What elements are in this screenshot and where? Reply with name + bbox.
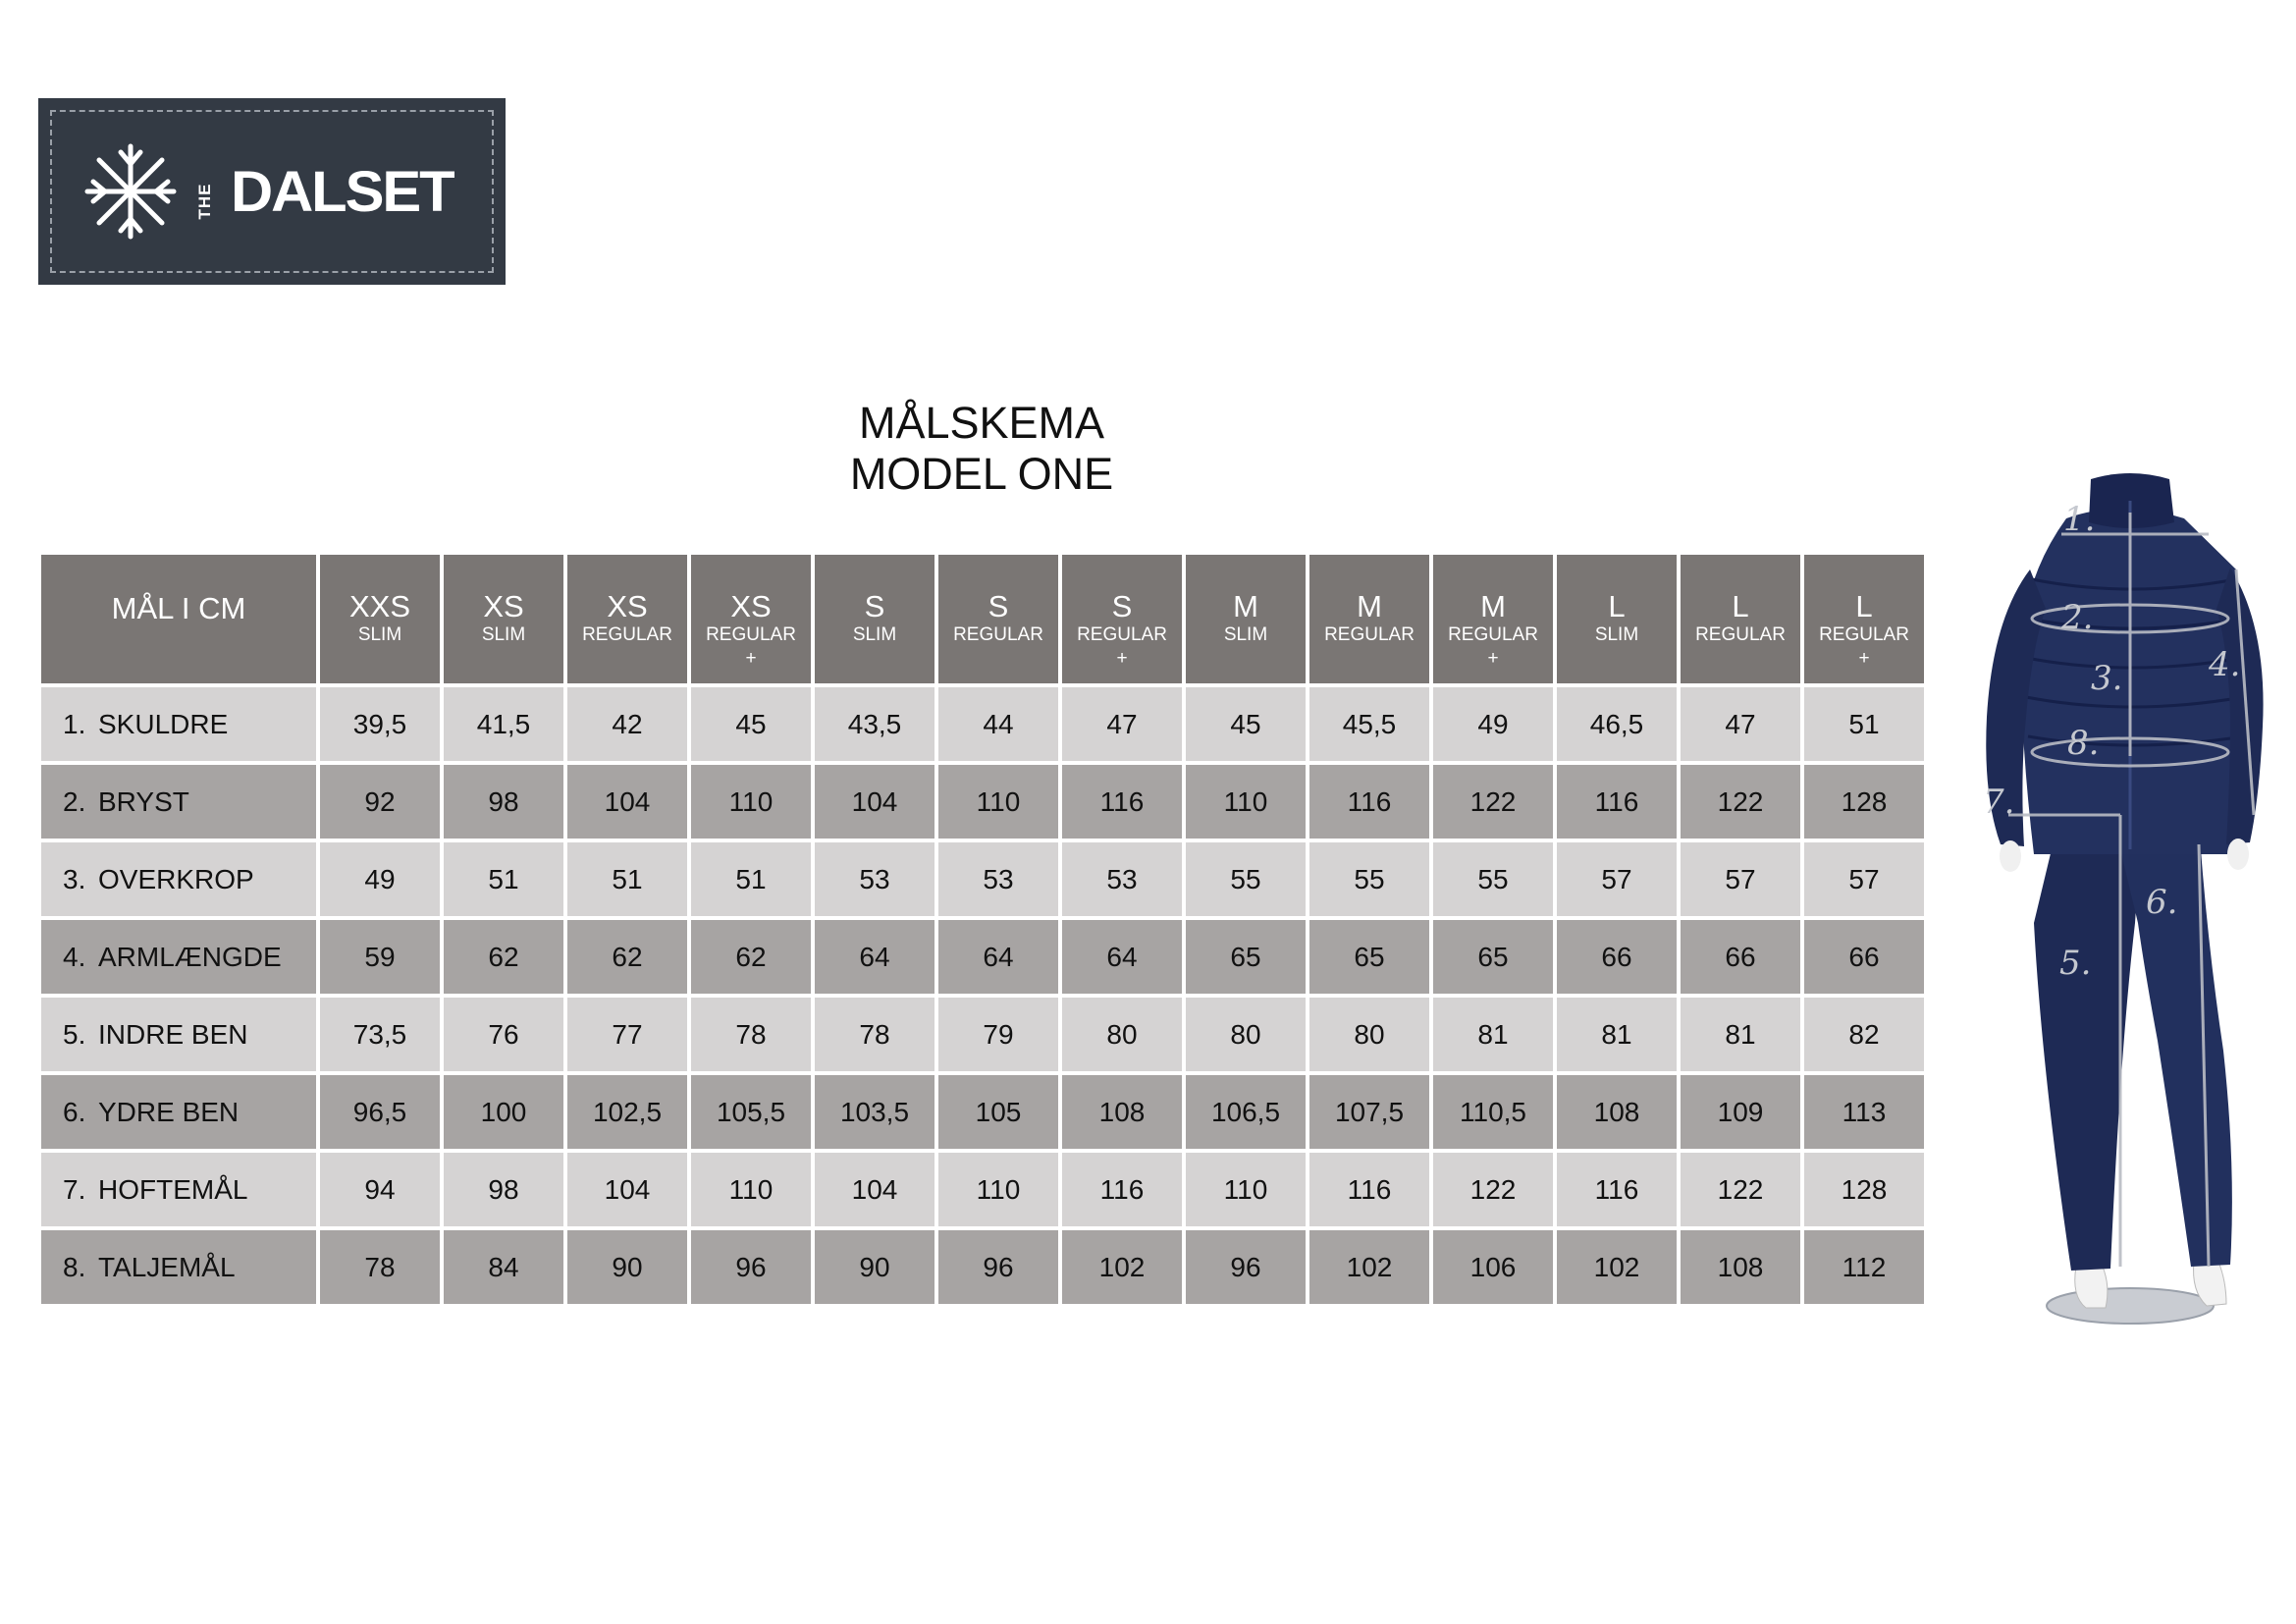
measurement-label	[41, 1153, 316, 1226]
table-cell: 55	[1186, 842, 1306, 916]
table-cell: 94	[320, 1153, 440, 1226]
size-label: XS	[607, 589, 648, 623]
table-row	[41, 1153, 1924, 1226]
table-cell: 110	[938, 1153, 1058, 1226]
table-row	[41, 1230, 1924, 1304]
table-cell: 116	[1062, 765, 1182, 839]
table-cell: 108	[1557, 1075, 1677, 1149]
table-cell: 45	[1186, 687, 1306, 761]
table-cell: 110	[1186, 1153, 1306, 1226]
table-cell: 105,5	[691, 1075, 811, 1149]
table-cell: 49	[1433, 687, 1553, 761]
size-header-8	[1309, 555, 1429, 683]
table-cell: 84	[444, 1230, 563, 1304]
marker-7: 7.	[1983, 783, 2015, 822]
table-cell: 65	[1186, 920, 1306, 994]
table-cell: 82	[1804, 998, 1924, 1071]
table-cell: 53	[938, 842, 1058, 916]
table-cell: 104	[815, 1153, 934, 1226]
table-cell: 96	[1186, 1230, 1306, 1304]
table-cell: 44	[938, 687, 1058, 761]
snowflake-icon	[80, 142, 182, 241]
size-label: XS	[730, 589, 772, 623]
size-header-11	[1681, 555, 1800, 683]
title-line-2: MODEL ONE	[849, 449, 1114, 499]
table-cell: 116	[1557, 765, 1677, 839]
table-cell: 110	[691, 765, 811, 839]
fit-label: SLIM	[481, 624, 526, 645]
table-cell: 112	[1804, 1230, 1924, 1304]
table-cell: 46,5	[1557, 687, 1677, 761]
table-cell: 128	[1804, 765, 1924, 839]
fit-extra: +	[745, 648, 757, 669]
table-row	[41, 998, 1924, 1071]
size-header-10	[1557, 555, 1677, 683]
size-label: M	[1357, 589, 1382, 623]
fit-label: SLIM	[852, 624, 897, 645]
page-title	[746, 398, 1217, 500]
hand-right	[2227, 839, 2249, 870]
measurement-label	[41, 998, 316, 1071]
table-cell: 57	[1804, 842, 1924, 916]
measurement-name: YDRE BEN	[98, 1096, 240, 1127]
table-row	[41, 920, 1924, 994]
marker-2: 2.	[2061, 598, 2094, 637]
size-label: L	[1855, 589, 1873, 623]
size-label: M	[1480, 589, 1506, 623]
measurement-label	[41, 765, 316, 839]
table-row	[41, 687, 1924, 761]
table-cell: 47	[1681, 687, 1800, 761]
size-header-1	[444, 555, 563, 683]
table-cell: 76	[444, 998, 563, 1071]
measurement-number: 4.	[63, 941, 86, 972]
table-cell: 41,5	[444, 687, 563, 761]
measurement-name: TALJEMÅL	[98, 1251, 236, 1282]
header-label: MÅL I CM	[41, 555, 316, 683]
size-header-7	[1186, 555, 1306, 683]
table-cell: 57	[1681, 842, 1800, 916]
table-cell: 122	[1681, 1153, 1800, 1226]
table-cell: 107,5	[1309, 1075, 1429, 1149]
table-row	[41, 765, 1924, 839]
table-cell: 92	[320, 765, 440, 839]
table-cell: 96	[938, 1230, 1058, 1304]
fit-extra: +	[1487, 648, 1499, 669]
table-cell: 42	[567, 687, 687, 761]
table-cell: 47	[1062, 687, 1182, 761]
table-cell: 110,5	[1433, 1075, 1553, 1149]
measurement-name: INDRE BEN	[98, 1018, 248, 1050]
table-cell: 90	[815, 1230, 934, 1304]
table-cell: 96	[691, 1230, 811, 1304]
table-cell: 51	[1804, 687, 1924, 761]
table-cell: 64	[815, 920, 934, 994]
table-cell: 51	[444, 842, 563, 916]
table-cell: 110	[1186, 765, 1306, 839]
table-cell: 64	[938, 920, 1058, 994]
marker-6: 6.	[2146, 883, 2178, 922]
table-cell: 59	[320, 920, 440, 994]
table-cell: 39,5	[320, 687, 440, 761]
table-cell: 106,5	[1186, 1075, 1306, 1149]
fit-extra: +	[1116, 648, 1128, 669]
jumpsuit-measurement-image	[1973, 461, 2268, 1345]
table-cell: 110	[938, 765, 1058, 839]
table-row	[41, 842, 1924, 916]
table-cell: 98	[444, 765, 563, 839]
table-cell: 106	[1433, 1230, 1553, 1304]
table-cell: 43,5	[815, 687, 934, 761]
table-cell: 65	[1433, 920, 1553, 994]
table-body	[41, 687, 1924, 1304]
table-cell: 66	[1557, 920, 1677, 994]
table-cell: 66	[1804, 920, 1924, 994]
size-label: S	[1111, 589, 1133, 623]
size-header-9	[1433, 555, 1553, 683]
measurement-number: 3.	[63, 863, 86, 894]
measurement-number: 2.	[63, 785, 86, 817]
table-cell: 100	[444, 1075, 563, 1149]
table-cell: 53	[1062, 842, 1182, 916]
table-cell: 116	[1557, 1153, 1677, 1226]
measurement-name: SKULDRE	[98, 708, 229, 739]
table-cell: 104	[567, 1153, 687, 1226]
table-cell: 113	[1804, 1075, 1924, 1149]
table-cell: 45,5	[1309, 687, 1429, 761]
fit-extra: +	[1858, 648, 1870, 669]
fit-label: SLIM	[1594, 624, 1639, 645]
table-cell: 104	[567, 765, 687, 839]
size-header-6	[1062, 555, 1182, 683]
table-cell: 45	[691, 687, 811, 761]
table-cell: 81	[1681, 998, 1800, 1071]
table-cell: 73,5	[320, 998, 440, 1071]
table-cell: 53	[815, 842, 934, 916]
table-cell: 78	[815, 998, 934, 1071]
size-label: M	[1233, 589, 1258, 623]
table-cell: 104	[815, 765, 934, 839]
table-cell: 77	[567, 998, 687, 1071]
measurement-number: 5.	[63, 1018, 86, 1050]
table-cell: 64	[1062, 920, 1182, 994]
measurement-name: HOFTEMÅL	[98, 1173, 248, 1205]
logo-prefix: THE	[195, 183, 214, 220]
fit-label: REGULAR	[1695, 624, 1786, 645]
measurement-label	[41, 920, 316, 994]
marker-4: 4.	[2209, 645, 2241, 684]
fit-label: REGULAR	[953, 624, 1043, 645]
table-cell: 109	[1681, 1075, 1800, 1149]
fit-label: REGULAR	[706, 624, 796, 645]
brand-logo	[38, 98, 506, 285]
table-cell: 90	[567, 1230, 687, 1304]
table-cell: 108	[1062, 1075, 1182, 1149]
table-cell: 66	[1681, 920, 1800, 994]
measurement-name: OVERKROP	[98, 863, 254, 894]
size-label: S	[864, 589, 885, 623]
table-cell: 108	[1681, 1230, 1800, 1304]
table-cell: 51	[567, 842, 687, 916]
table-cell: 98	[444, 1153, 563, 1226]
fit-label: REGULAR	[1077, 624, 1167, 645]
size-chart-table	[37, 551, 1928, 1308]
table-cell: 105	[938, 1075, 1058, 1149]
title-line-1: MÅLSKEMA	[858, 398, 1105, 448]
table-cell: 116	[1309, 765, 1429, 839]
size-label: S	[988, 589, 1009, 623]
marker-1: 1.	[2063, 500, 2096, 539]
table-cell: 55	[1433, 842, 1553, 916]
size-header-5	[938, 555, 1058, 683]
size-header-4	[815, 555, 934, 683]
size-label: L	[1732, 589, 1749, 623]
suit-leg-left	[2034, 849, 2140, 1271]
size-header-3	[691, 555, 811, 683]
measurement-number: 8.	[63, 1251, 86, 1282]
measurement-number: 7.	[63, 1173, 86, 1205]
measurement-number: 1.	[63, 708, 86, 739]
table-cell: 62	[567, 920, 687, 994]
table-cell: 78	[691, 998, 811, 1071]
size-label: L	[1608, 589, 1626, 623]
fit-label: REGULAR	[1324, 624, 1415, 645]
table-cell: 128	[1804, 1153, 1924, 1226]
table-cell: 102,5	[567, 1075, 687, 1149]
size-label: XXS	[348, 589, 411, 623]
table-cell: 116	[1309, 1153, 1429, 1226]
marker-5: 5.	[2059, 944, 2092, 983]
table-cell: 110	[691, 1153, 811, 1226]
table-cell: 57	[1557, 842, 1677, 916]
measurement-name: ARMLÆNGDE	[98, 941, 282, 972]
fit-label: REGULAR	[1448, 624, 1538, 645]
table-cell: 51	[691, 842, 811, 916]
measurement-label	[41, 1075, 316, 1149]
table-cell: 81	[1433, 998, 1553, 1071]
table-cell: 65	[1309, 920, 1429, 994]
table-cell: 102	[1557, 1230, 1677, 1304]
table-cell: 55	[1309, 842, 1429, 916]
table-cell: 62	[691, 920, 811, 994]
table-cell: 122	[1433, 1153, 1553, 1226]
table-cell: 122	[1681, 765, 1800, 839]
size-header-0	[320, 555, 440, 683]
size-header-2	[567, 555, 687, 683]
measurement-label	[41, 687, 316, 761]
table-cell: 116	[1062, 1153, 1182, 1226]
table-cell: 62	[444, 920, 563, 994]
measurement-label	[41, 1230, 316, 1304]
table-cell: 102	[1309, 1230, 1429, 1304]
mannequin-stand	[2047, 1288, 2214, 1324]
fit-label: REGULAR	[1819, 624, 1909, 645]
table-cell: 96,5	[320, 1075, 440, 1149]
hand-left	[2000, 840, 2021, 872]
size-header-12	[1804, 555, 1924, 683]
logo-wordmark: DALSET	[231, 160, 454, 224]
table-cell: 122	[1433, 765, 1553, 839]
marker-3: 3.	[2091, 659, 2123, 698]
header-row	[41, 555, 1924, 683]
measurement-number: 6.	[63, 1096, 86, 1127]
table-cell: 79	[938, 998, 1058, 1071]
table-cell: 80	[1309, 998, 1429, 1071]
table-cell: 80	[1186, 998, 1306, 1071]
table-row	[41, 1075, 1924, 1149]
table-cell: 103,5	[815, 1075, 934, 1149]
size-label: XS	[483, 589, 524, 623]
table-cell: 78	[320, 1230, 440, 1304]
table-cell: 81	[1557, 998, 1677, 1071]
marker-8: 8.	[2067, 724, 2100, 763]
fit-label: SLIM	[1223, 624, 1268, 645]
table-cell: 80	[1062, 998, 1182, 1071]
measurement-label	[41, 842, 316, 916]
table-cell: 102	[1062, 1230, 1182, 1304]
fit-label: REGULAR	[582, 624, 672, 645]
measurement-name: BRYST	[98, 785, 189, 817]
table-cell: 49	[320, 842, 440, 916]
fit-label: SLIM	[357, 624, 402, 645]
mannequin-foot-left	[2075, 1267, 2108, 1308]
